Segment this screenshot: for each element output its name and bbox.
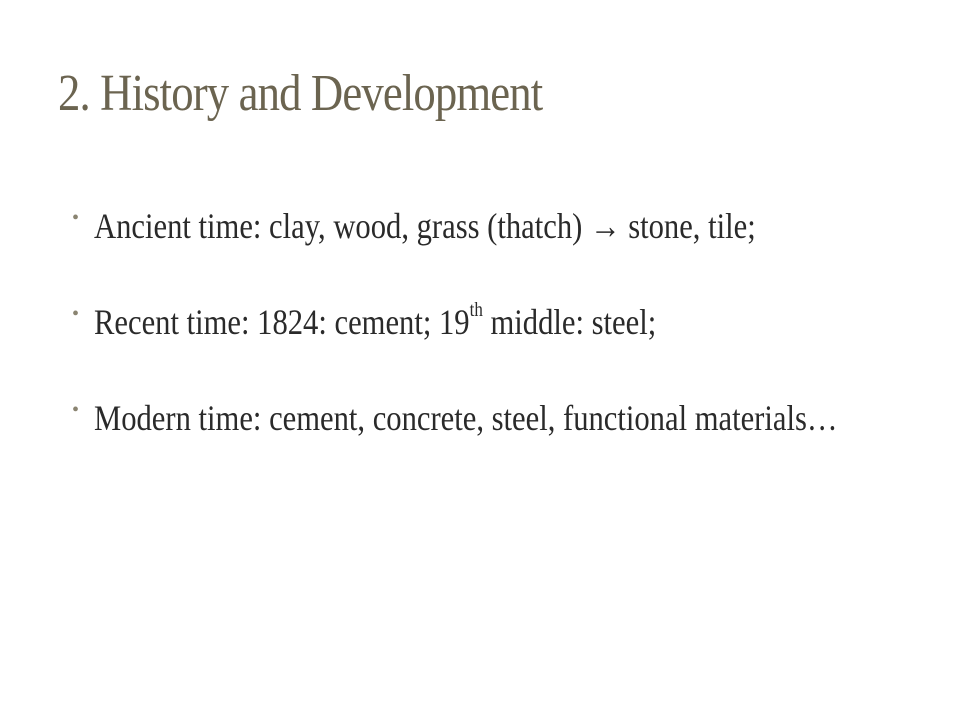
bullet-item-recent <box>70 282 850 362</box>
bullet-dot-icon: • <box>72 207 80 229</box>
bullet-list <box>70 186 850 474</box>
bullet-text-after: middle: steel; <box>482 302 657 342</box>
bullet-text: Ancient time: clay, wood, grass (thatch) → stone, tile; <box>94 206 756 246</box>
bullet-dot-icon: • <box>72 399 80 421</box>
bullet-text: Modern time: cement, concrete, steel, functional materials… <box>94 398 838 438</box>
bullet-dot-icon: • <box>72 303 80 325</box>
bullet-text <box>94 282 852 362</box>
slide-title: 2. History and Development <box>58 65 543 122</box>
bullet-item-ancient <box>70 186 850 266</box>
bullet-text-before: Recent time: 1824: cement; 19 <box>94 302 470 342</box>
bullet-item-modern <box>70 378 850 458</box>
ordinal-superscript: th <box>469 299 483 321</box>
